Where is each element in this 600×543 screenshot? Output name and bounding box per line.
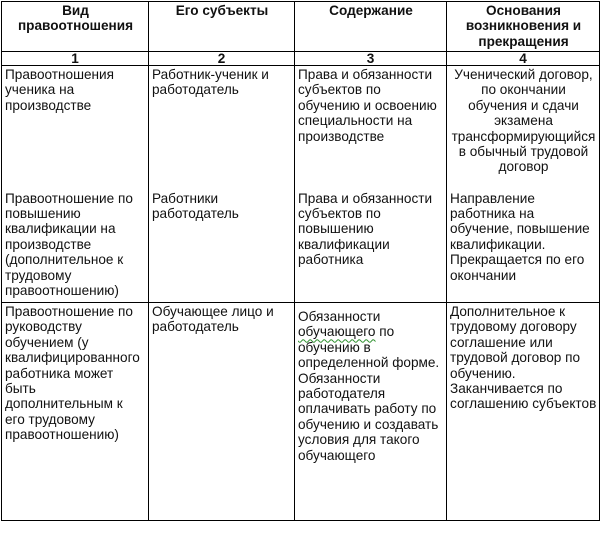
column-number-1: 1 — [2, 52, 149, 66]
row3-grounds: Дополнительное к трудовому договору соглашение или трудовой договор по обучению. Заканчивается по соглашению субъектов — [447, 303, 600, 521]
row3-type: Правоотношение по руководству обучением (у квалифицированного работника может быть дополнительным к его трудовому правоотношению) — [2, 303, 149, 521]
header-type: Вид правоотношения — [2, 2, 149, 52]
column-number-row — [2, 52, 600, 66]
row1-grounds: Ученический договор, по окончании обучения и сдачи экзамена трансформирующийся в обычный трудовой договор — [447, 66, 600, 185]
row1-content: Права и обязанности субъектов по обучению и освоению специальности на производстве — [295, 66, 447, 185]
row3-content-part-c: по обучению в определенной форме. Обязанности работодателя оплачивать работу по обучению и создавать условия для такого обучающего — [298, 324, 440, 463]
header-row — [2, 2, 600, 52]
row2-grounds: Направление работника на обучение, повышение квалификации. Прекращается по его окончании — [447, 185, 600, 303]
column-number-3: 3 — [295, 52, 447, 66]
column-number-4: 4 — [447, 52, 600, 66]
table-row — [2, 66, 600, 185]
row3-content-spellcheck-word: обучающего — [298, 324, 376, 340]
row3-subjects: Обучающее лицо и работодатель — [149, 303, 295, 521]
row1-type: Правоотношения ученика на производстве — [2, 66, 149, 185]
row1-subjects: Работник-ученик и работодатель — [149, 66, 295, 185]
table-row — [2, 185, 600, 303]
row2-type: Правоотношение по повышению квалификации на производстве (дополнительное к трудовому правоотношению) — [2, 185, 149, 303]
row2-content: Права и обязанности субъектов по повышению квалификации работника — [295, 185, 447, 303]
column-number-2: 2 — [149, 52, 295, 66]
header-content: Содержание — [295, 2, 447, 52]
row2-subjects: Работники работодатель — [149, 185, 295, 303]
table-row — [2, 303, 600, 521]
row3-content-part-a: Обязанности — [298, 309, 381, 324]
row3-content — [295, 303, 447, 521]
legal-relations-table — [1, 1, 600, 521]
header-grounds: Основания возникновения и прекращения — [447, 2, 600, 52]
header-subjects: Его субъекты — [149, 2, 295, 52]
